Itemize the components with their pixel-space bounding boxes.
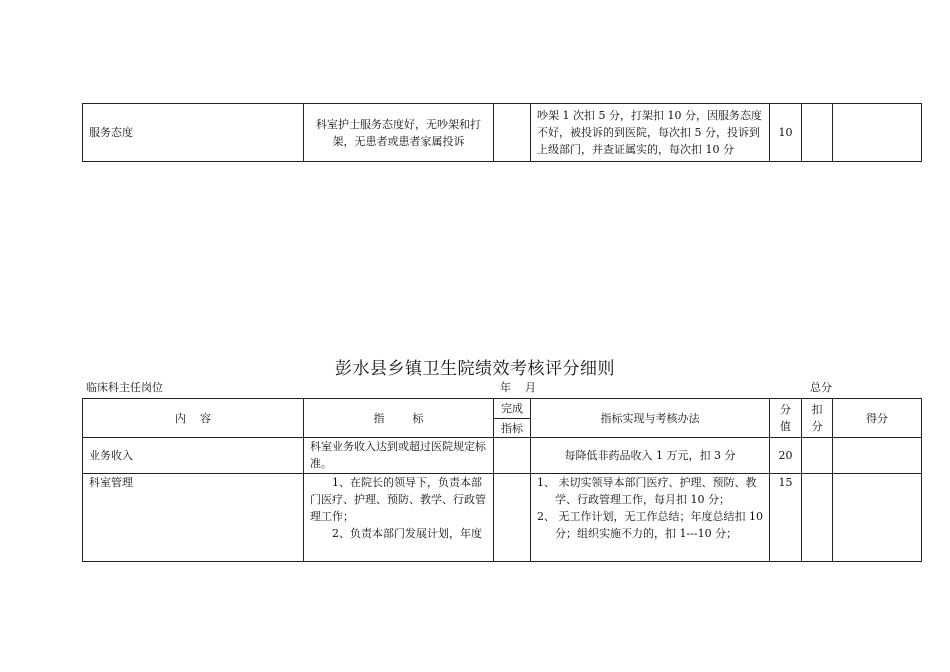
service-attitude-complete bbox=[494, 104, 531, 162]
row-management-method-1: 1、 未切实领导本部门医疗、护理、预防、教学、行政管理工作，每月扣 10 分； bbox=[537, 476, 757, 506]
row-business-deduct bbox=[802, 438, 833, 474]
top-fragment-table bbox=[82, 103, 922, 162]
header-complete-sub: 指标 bbox=[494, 419, 531, 438]
row-management-deduct bbox=[802, 474, 833, 562]
row-management-earned bbox=[833, 474, 922, 562]
row-management-content: 科室管理 bbox=[83, 474, 304, 562]
service-attitude-method: 吵架 1 次扣 5 分，打架扣 10 分，因服务态度不好，被投诉的到医院，每次扣 5 分，投诉到上级部门，并查证属实的，每次扣 10 分 bbox=[531, 104, 770, 162]
row-management-indicator-1: 1、在院长的领导下，负责本部门医疗、护理、预防、教学、行政管理工作； bbox=[310, 476, 486, 523]
row-management-score: 15 bbox=[770, 474, 802, 562]
header-deduct: 扣分 bbox=[802, 399, 833, 438]
scoring-table bbox=[82, 398, 922, 562]
header-indicator: 指 标 bbox=[304, 399, 494, 438]
header-score: 分值 bbox=[770, 399, 802, 438]
row-management-complete bbox=[494, 474, 531, 562]
service-attitude-earned bbox=[833, 104, 922, 162]
row-management-method-2: 2、 无工作计划，无工作总结；年度总结扣 10 分；组织实施不力的，扣 1---10 分； bbox=[537, 510, 763, 540]
row-business-score: 20 bbox=[770, 438, 802, 474]
total-score-label: 总分 bbox=[810, 381, 832, 394]
service-attitude-content: 服务态度 bbox=[83, 104, 304, 162]
row-management-indicator-2: 2、负责本部门发展计划，年度 bbox=[332, 527, 482, 540]
position-label: 临床科主任岗位 bbox=[86, 381, 163, 394]
service-attitude-indicator: 科室护士服务态度好，无吵架和打架，无患者或患者家属投诉 bbox=[304, 104, 494, 162]
document-title: 彭水县乡镇卫生院绩效考核评分细则 bbox=[335, 359, 615, 379]
year-month-label: 年 月 bbox=[500, 381, 536, 394]
header-complete: 完成 bbox=[494, 399, 531, 419]
service-attitude-score: 10 bbox=[770, 104, 802, 162]
row-management-indicator bbox=[304, 474, 494, 562]
row-business-indicator: 科室业务收入达到或超过医院规定标准。 bbox=[304, 438, 494, 474]
service-attitude-deduct bbox=[802, 104, 833, 162]
table-row bbox=[83, 474, 922, 562]
header-content: 内 容 bbox=[83, 399, 304, 438]
row-business-complete bbox=[494, 438, 531, 474]
row-business-method: 每降低非药品收入 1 万元，扣 3 分 bbox=[531, 438, 770, 474]
header-method: 指标实现与考核办法 bbox=[531, 399, 770, 438]
row-management-method bbox=[531, 474, 770, 562]
header-earned: 得分 bbox=[833, 399, 922, 438]
row-business-content: 业务收入 bbox=[83, 438, 304, 474]
table-row bbox=[83, 438, 922, 474]
row-business-earned bbox=[833, 438, 922, 474]
